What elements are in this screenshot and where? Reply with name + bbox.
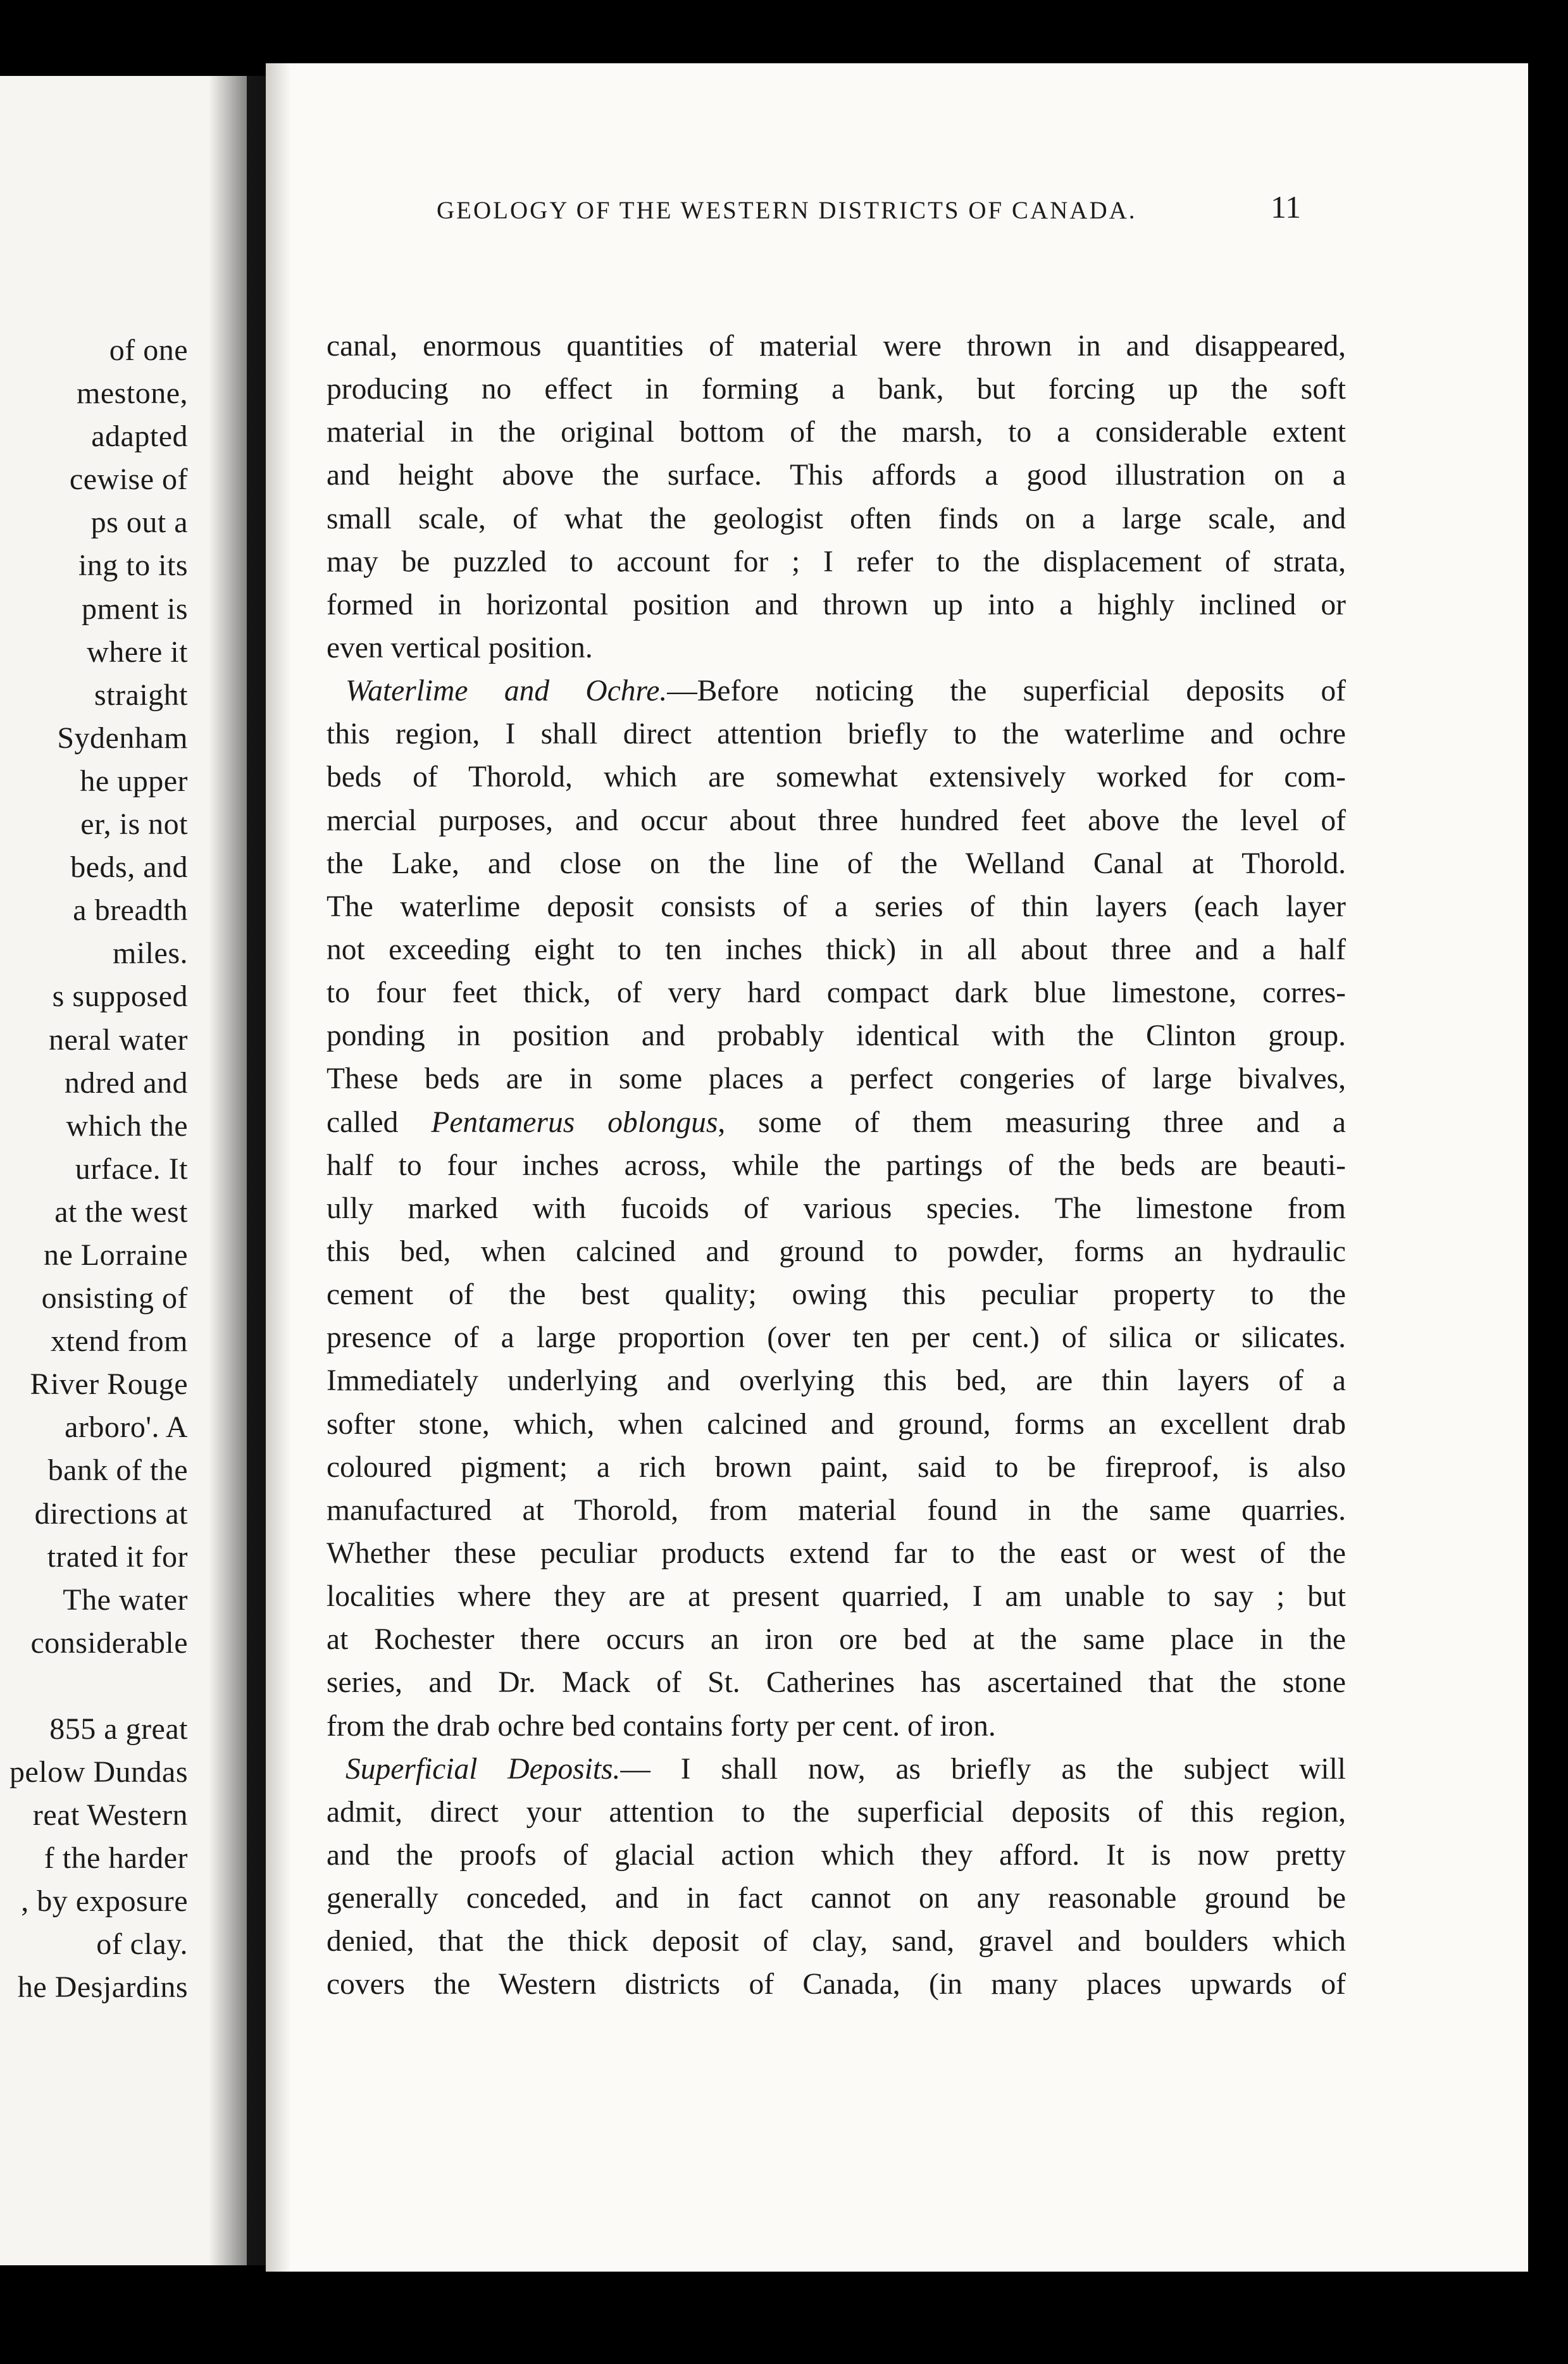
text-line: These beds are in some places a perfect congeries of large bivalves, <box>327 1062 1346 1096</box>
left-fragment: a breadth <box>73 893 188 928</box>
left-fragment: of one <box>109 333 188 367</box>
left-fragment: cewise of <box>69 463 188 497</box>
left-fragment: River Rouge <box>30 1367 188 1402</box>
left-fragment: adapted <box>91 420 188 454</box>
text-line: and height above the surface. This affords a good illustration on a <box>327 459 1346 492</box>
left-fragment: he upper <box>80 764 188 798</box>
left-fragment: bank of the <box>47 1453 188 1488</box>
text-line: generally conceded, and in fact cannot on any reasonable ground be <box>327 1882 1346 1915</box>
text-line: at Rochester there occurs an iron ore bed at the same place in the <box>327 1623 1346 1657</box>
text-line: even vertical position. <box>327 631 593 664</box>
text-line: ponding in position and probably identical with the Clinton group. <box>327 1019 1346 1053</box>
section-heading-waterlime: Waterlime and Ochre. <box>345 675 668 708</box>
left-fragment: ps out a <box>90 506 188 540</box>
text-line: softer stone, which, when calcined and ground, forms an excellent drab <box>327 1407 1346 1441</box>
left-fragment: trated it for <box>47 1540 188 1574</box>
left-fragment: Sydenham <box>57 721 188 755</box>
left-fragment: he Desjardins <box>17 1970 188 2005</box>
text-line: manufactured at Thorold, from material found in the same quarries. <box>327 1493 1346 1527</box>
body-text <box>327 325 1346 2006</box>
left-fragment: ndred and <box>64 1066 188 1100</box>
text-line: coloured pigment; a rich brown paint, said to be fireproof, is also <box>327 1450 1346 1484</box>
text-line: may be puzzled to account for ; I refer to the displacement of strata, <box>327 545 1346 578</box>
text-line: canal, enormous quantities of material were thrown in and disappeared, <box>327 330 1346 363</box>
left-fragment: miles. <box>113 936 188 971</box>
left-fragment: urface. It <box>75 1152 188 1186</box>
text-line: covers the Western districts of Canada, (in many places upwards of <box>327 1968 1346 2001</box>
text-line: presence of a large proportion (over ten per cent.) of silica or silicates. <box>327 1321 1346 1355</box>
text-line: Immediately underlying and overlying this bed, are thin layers of a <box>327 1364 1346 1398</box>
text-line: the Lake, and close on the line of the Welland Canal at Thorold. <box>327 847 1346 880</box>
text-line: cement of the best quality; owing this peculiar property to the <box>327 1278 1346 1312</box>
section-heading-superficial-deposits: Superficial Deposits. <box>345 1752 621 1786</box>
left-fragment: considerable <box>30 1626 188 1660</box>
left-fragment: which the <box>66 1109 188 1143</box>
left-fragment: 855 a great <box>49 1712 188 1746</box>
text-line: series, and Dr. Mack of St. Catherines has ascertained that the stone <box>327 1666 1346 1700</box>
left-fragment: f the harder <box>44 1841 188 1876</box>
left-fragment: where it <box>87 635 188 669</box>
text-line: half to four inches across, while the partings of the beds are beauti- <box>327 1148 1346 1182</box>
text-line: Whether these peculiar products extend far to the east or west of the <box>327 1536 1346 1570</box>
text-line: ully marked with fucoids of various species. The limestone from <box>327 1191 1346 1225</box>
left-fragment: pment is <box>82 592 188 626</box>
left-fragment: er, is not <box>80 807 188 842</box>
running-head: GEOLOGY OF THE WESTERN DISTRICTS OF CANADA. <box>437 197 1137 224</box>
left-fragment: , by exposure <box>21 1884 188 1919</box>
left-fragment: beds, and <box>70 850 188 885</box>
left-fragment: of clay. <box>96 1927 188 1962</box>
text-line: admit, direct your attention to the superficial deposits of this region, <box>327 1795 1346 1829</box>
text-line: small scale, of what the geologist often finds on a large scale, and <box>327 502 1346 535</box>
left-fragment: xtend from <box>51 1324 188 1359</box>
text-line: The waterlime deposit consists of a series of thin layers (each layer <box>327 890 1346 923</box>
paragraph-first-line: Waterlime and Ochre.—Before noticing the superficial deposits of <box>345 675 1346 708</box>
left-fragment: ing to its <box>78 549 188 583</box>
paragraph-canal <box>327 325 1346 669</box>
left-fragment: directions at <box>34 1496 188 1531</box>
text-line: formed in horizontal position and thrown up into a highly inclined or <box>327 588 1346 621</box>
left-fragment: onsisting of <box>41 1281 188 1316</box>
text-line: this region, I shall direct attention briefly to the waterlime and ochre <box>327 718 1346 751</box>
species-line: called Pentamerus oblongus, some of them measuring three and a <box>327 1105 1346 1139</box>
text-line: denied, that the thick deposit of clay, sand, gravel and boulders which <box>327 1925 1346 1958</box>
text-line: not exceeding eight to ten inches thick) in all about three and a half <box>327 933 1346 966</box>
text-line: material in the original bottom of the marsh, to a considerable extent <box>327 416 1346 449</box>
left-fragment: The water <box>63 1583 188 1617</box>
paragraph-first-line: Superficial Deposits.— I shall now, as briefly as the subject will <box>345 1752 1346 1786</box>
left-fragment: arboro'. A <box>65 1410 188 1445</box>
text-line: from the drab ochre bed contains forty per cent. of iron. <box>327 1709 996 1743</box>
text-line: this bed, when calcined and ground to powder, forms an hydraulic <box>327 1235 1346 1268</box>
page-number: 11 <box>1271 189 1302 225</box>
left-fragment: ne Lorraine <box>43 1238 188 1272</box>
left-fragment: pelow Dundas <box>9 1755 188 1789</box>
text-line: beds of Thorold, which are somewhat extensively worked for com- <box>327 761 1346 794</box>
text-line: localities where they are at present quarried, I am unable to say ; but <box>327 1580 1346 1614</box>
paragraph-waterlime-and-ochre <box>327 669 1346 1748</box>
left-fragment: neral water <box>48 1023 188 1057</box>
text-line: to four feet thick, of very hard compact dark blue limestone, corres- <box>327 976 1346 1010</box>
left-fragment: s supposed <box>52 980 188 1014</box>
paragraph-superficial-deposits <box>327 1748 1346 2006</box>
text-line: and the proofs of glacial action which they afford. It is now pretty <box>327 1838 1346 1872</box>
text-line: producing no effect in forming a bank, but forcing up the soft <box>327 373 1346 406</box>
text-line: mercial purposes, and occur about three hundred feet above the level of <box>327 804 1346 837</box>
left-fragment: straight <box>94 678 188 712</box>
left-paragraph-gap <box>9 1665 188 1708</box>
species-name: Pentamerus oblongus <box>431 1105 718 1139</box>
left-fragment: mestone, <box>77 376 188 411</box>
left-fragment: reat Western <box>32 1798 188 1832</box>
left-page-text-fragments <box>9 329 188 2010</box>
left-fragment: at the west <box>54 1195 188 1229</box>
